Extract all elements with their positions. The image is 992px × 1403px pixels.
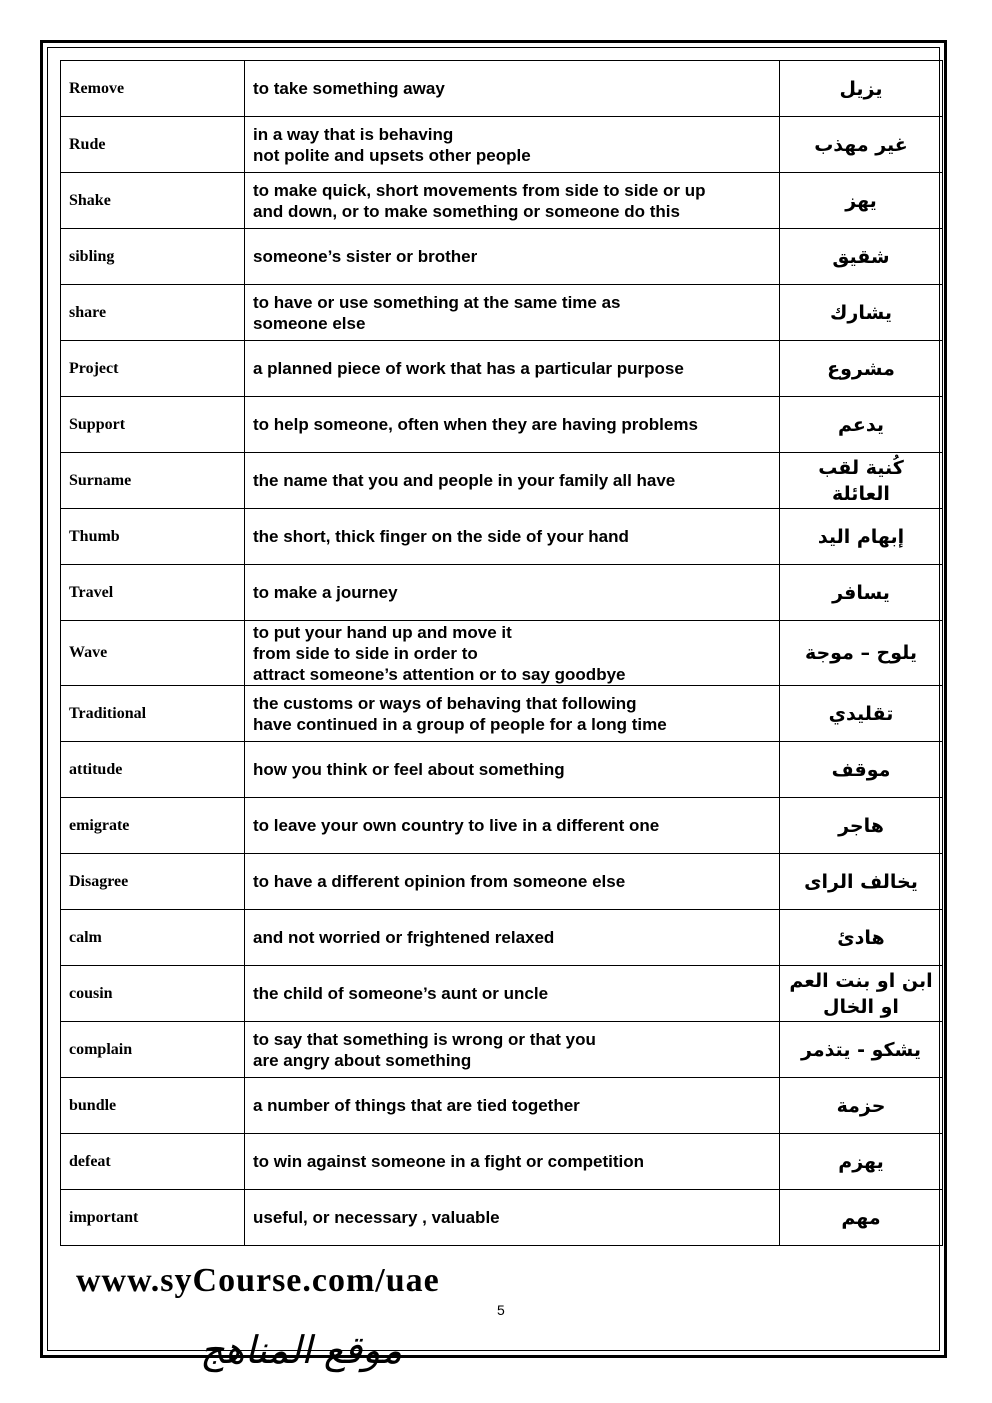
vocab-definition: to leave your own country to live in a different one (245, 798, 780, 854)
vocab-arabic: يهزم (780, 1134, 943, 1190)
vocab-word: important (61, 1190, 245, 1246)
vocab-definition: to take something away (245, 61, 780, 117)
vocab-word: Project (61, 341, 245, 397)
vocab-definition: to help someone, often when they are having problems (245, 397, 780, 453)
vocab-arabic: يدعم (780, 397, 943, 453)
vocab-word: emigrate (61, 798, 245, 854)
table-row (61, 117, 943, 173)
vocab-arabic: هادئ (780, 910, 943, 966)
vocab-arabic: يسافر (780, 565, 943, 621)
table-row (61, 1078, 943, 1134)
vocab-arabic: يهز (780, 173, 943, 229)
vocab-definition: the child of someone’s aunt or uncle (245, 966, 780, 1022)
table-row (61, 453, 943, 509)
vocab-definition: the customs or ways of behaving that following have continued in a group of people for a long time (245, 686, 780, 742)
vocab-arabic: يزيل (780, 61, 943, 117)
vocab-arabic: إبهام اليد (780, 509, 943, 565)
vocab-definition: to win against someone in a fight or competition (245, 1134, 780, 1190)
vocab-word: Surname (61, 453, 245, 509)
vocab-arabic: تقليدي (780, 686, 943, 742)
vocab-arabic: موقف (780, 742, 943, 798)
vocab-arabic: يخالف الراى (780, 854, 943, 910)
vocab-definition: the name that you and people in your family all have (245, 453, 780, 509)
vocab-word: Thumb (61, 509, 245, 565)
site-logo-text: موقع المناهج (200, 1328, 403, 1372)
table-row (61, 742, 943, 798)
vocab-word: Traditional (61, 686, 245, 742)
vocab-definition: in a way that is behaving not polite and upsets other people (245, 117, 780, 173)
website-url: www.syCourse.com/uae (76, 1262, 440, 1299)
vocab-definition: and not worried or frightened relaxed (245, 910, 780, 966)
table-row (61, 565, 943, 621)
table-row (61, 966, 943, 1022)
vocab-word: cousin (61, 966, 245, 1022)
vocab-definition: to make quick, short movements from side to side or up and down, or to make something or someone do this (245, 173, 780, 229)
table-row (61, 229, 943, 285)
vocab-definition: to put your hand up and move it from side to side in order to attract someone’s attention or to say goodbye (245, 621, 780, 686)
vocab-definition: how you think or feel about something (245, 742, 780, 798)
vocab-arabic: مشروع (780, 341, 943, 397)
table-row (61, 397, 943, 453)
vocab-word: Travel (61, 565, 245, 621)
table-row (61, 1190, 943, 1246)
table-row (61, 798, 943, 854)
vocab-arabic: يشارك (780, 285, 943, 341)
vocab-arabic: حزمة (780, 1078, 943, 1134)
vocab-arabic: يلوح – موجة (780, 621, 943, 686)
vocab-word: complain (61, 1022, 245, 1078)
vocab-definition: the short, thick finger on the side of your hand (245, 509, 780, 565)
table-row (61, 1134, 943, 1190)
vocab-word: defeat (61, 1134, 245, 1190)
table-row (61, 173, 943, 229)
vocab-word: Rude (61, 117, 245, 173)
vocab-word: bundle (61, 1078, 245, 1134)
vocab-arabic: غير مهذب (780, 117, 943, 173)
vocab-definition: to say that something is wrong or that you are angry about something (245, 1022, 780, 1078)
vocab-arabic: كُنية لقب العائلة (780, 453, 943, 509)
table-row (61, 285, 943, 341)
vocab-definition: a number of things that are tied together (245, 1078, 780, 1134)
vocab-word: Wave (61, 621, 245, 686)
vocab-word: Disagree (61, 854, 245, 910)
vocab-arabic: هاجر (780, 798, 943, 854)
vocab-definition: someone’s sister or brother (245, 229, 780, 285)
vocab-word: attitude (61, 742, 245, 798)
table-row (61, 910, 943, 966)
vocabulary-table (60, 60, 943, 1246)
vocab-definition: to have a different opinion from someone else (245, 854, 780, 910)
vocab-definition: to have or use something at the same time as someone else (245, 285, 780, 341)
vocab-definition: useful, or necessary , valuable (245, 1190, 780, 1246)
vocab-word: share (61, 285, 245, 341)
table-row (61, 686, 943, 742)
vocab-definition: to make a journey (245, 565, 780, 621)
vocab-arabic: ابن او بنت العم او الخال (780, 966, 943, 1022)
table-row (61, 621, 943, 686)
table-row (61, 509, 943, 565)
vocab-word: Support (61, 397, 245, 453)
table-row (61, 61, 943, 117)
vocab-arabic: يشكو - يتذمر (780, 1022, 943, 1078)
vocab-definition: a planned piece of work that has a particular purpose (245, 341, 780, 397)
vocab-word: Remove (61, 61, 245, 117)
vocab-arabic: شقيق (780, 229, 943, 285)
table-row (61, 341, 943, 397)
vocab-word: sibling (61, 229, 245, 285)
table-row (61, 1022, 943, 1078)
table-row (61, 854, 943, 910)
vocab-word: Shake (61, 173, 245, 229)
vocab-arabic: مهم (780, 1190, 943, 1246)
vocab-word: calm (61, 910, 245, 966)
page-number: 5 (497, 1302, 505, 1318)
